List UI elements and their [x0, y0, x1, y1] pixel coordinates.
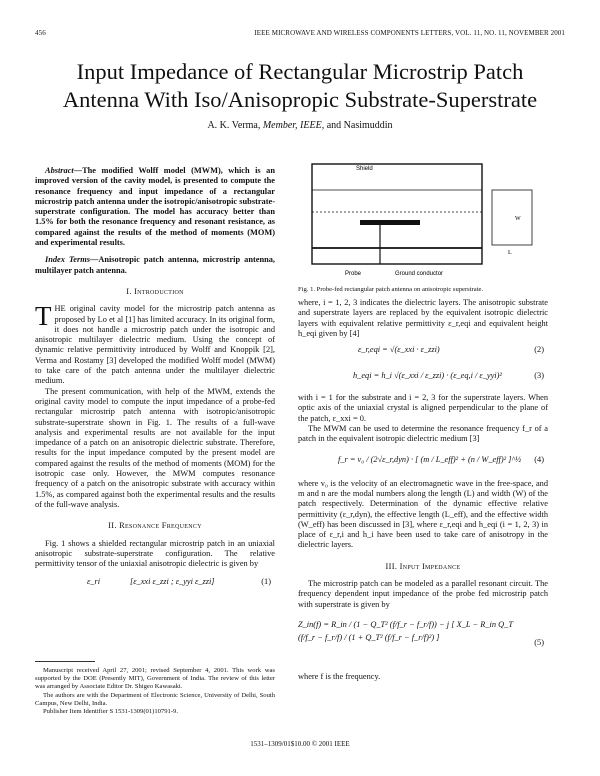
section-heading-resonance: II. Resonance Frequency — [108, 521, 202, 531]
footnote-3: Publisher Item Identifier S 1531-1309(01)10791-9. — [43, 708, 178, 716]
drop-cap: T — [35, 301, 52, 332]
equation-3-body: h_eqi = h_i √(ε_xxi / ε_zzi) · (ε_eq,i / ε_yyi)² — [353, 371, 502, 381]
equation-2 — [298, 339, 548, 363]
title-line-1: Input Impedance of Rectangular Microstrip Patch — [76, 59, 524, 84]
author-1-role: Member, IEEE, — [262, 120, 325, 131]
right-paragraph-2: with i = 1 for the substrate and i = 2, 3 for the superstrate layers. When optic axis of the uniaxial crystal is aligned perpendicular to the plane of the patch, ε_xxi = 0. — [298, 393, 548, 423]
footnote-2: The authors are with the Department of Electronic Science, University of Delhi, South Campus, New Delhi, India. — [35, 691, 275, 707]
label-w: W — [515, 216, 521, 222]
abstract-label: Abstract— — [45, 166, 83, 175]
label-probe: Probe — [345, 271, 362, 277]
figure-1-caption: Fig. 1. Probe-fed rectangular patch antenna on anisotropic superstrate. — [298, 286, 484, 293]
equation-2-number: (2) — [534, 345, 544, 355]
journal-header: IEEE MICROWAVE AND WIRELESS COMPONENTS LETTERS, VOL. 11, NO. 11, NOVEMBER 2001 — [254, 29, 565, 37]
patch-top-view — [492, 190, 532, 245]
footnotes — [35, 667, 275, 716]
equation-3-number: (3) — [534, 371, 544, 381]
label-shield: Shield — [356, 166, 373, 172]
copyright-line: 1531–1309/01$10.00 © 2001 IEEE — [250, 740, 350, 748]
equation-5-body: Z_in(f) = R_in / (1 − Q_T² (f/f_r − f_r/f)) − j [ X_L − R_in Q_T (f/f_r − f_r/f) / (1 + Q_T² (f/f_r − f_r/f)²) ] — [298, 619, 513, 642]
abstract — [35, 166, 275, 248]
title-line-2: Antenna With Iso/Anisopropic Substrate-Superstrate — [62, 87, 538, 112]
equation-1-lhs: ε_ri — [87, 577, 101, 587]
label-l: L — [508, 250, 512, 256]
index-terms — [35, 255, 275, 276]
section-heading-intro: I. Introduction — [126, 286, 184, 296]
equation-5 — [298, 610, 548, 672]
section-heading-impedance: III. Input Impedance — [385, 561, 461, 571]
index-terms-text: Anisotropic patch antenna, microstrip antenna, multilayer patch antenna. — [35, 255, 275, 275]
equation-1-number: (1) — [261, 577, 271, 587]
running-header — [35, 29, 565, 41]
resonance-paragraph-1: Fig. 1 shows a shielded rectangular microstrip patch in an uniaxial anisotropic substrate-superstrate configuration. The relative permittivity tensor of the uniaxial anisotropic dielectric is given by — [35, 538, 275, 569]
right-paragraph-3: The MWM can be used to determine the resonance frequency f_r of a patch in the equivalent isotropic dielectric medium [3] — [298, 424, 548, 444]
equation-1 — [35, 569, 275, 599]
footnote-rule — [35, 661, 95, 662]
author-1: A. K. Verma, — [207, 120, 261, 131]
intro-paragraph-1 — [35, 301, 275, 386]
label-ground: Ground conductor — [395, 271, 444, 277]
page-number: 456 — [35, 29, 46, 37]
patch — [360, 220, 420, 225]
equation-4 — [298, 445, 548, 479]
right-paragraph-1: where, i = 1, 2, 3 indicates the dielectric layers. The anisotropic substrate and superstrate layers are replaced by the equivalent isotropic dielectric layers with equivalent relative permittivity ε_r,eqi and equivalent height h_eqi given by [4] — [298, 298, 548, 338]
equation-3 — [298, 363, 548, 393]
equation-4-body: f_r = v₀ / (2√ε_r,dyn) · [ (m / L_eff)² + (n / W_eff)² ]^½ — [338, 454, 522, 464]
author-and: and — [326, 120, 342, 131]
paper-title — [20, 58, 580, 114]
shield-box — [312, 164, 482, 264]
equation-4-number: (4) — [534, 454, 544, 464]
right-paragraph-5: The microstrip patch can be modeled as a parallel resonant circuit. The frequency dependent input impedance of the probe fed microstrip patch with superstrate is given by — [298, 579, 548, 609]
right-paragraph-4: where v₀ is the velocity of an electromagnetic wave in the free-space, and m and n are the modal numbers along the length (L) and width (W) of the patch respectively. Determination of the dynamic effective relative permittivity (ε_r,dyn), the effective length (L_eff), and the effective width (W_eff) has been discussed in [3], where ε_r,eqi and h_eqi (i = 1, 2, 3) in place of ε_r,i and h_i have been used to take care of anisotropy in the dielectric layers. — [298, 478, 548, 550]
author-line — [0, 120, 600, 131]
right-paragraph-6: where f is the frequency. — [298, 671, 381, 681]
intro-text-1: HE original cavity model for the microstrip patch antenna as proposed by Lo et al [1] has limited accuracy. In its original form, it does not handle a microstrip patch under the isotropic and anisotropic multilayer dielectric medium. Using the concept of dynamic relative permittivity introduced by Wolff and Knoppik [2], Verma and Rostamy [3] developed the modified Wolff model (MWM) to take care of the patch antenna under the multilayer dielectric medium. — [35, 304, 275, 386]
abstract-text: The modified Wolff model (MWM), which is an improved version of the cavity model, is presented to compute the resonance frequency and input impedance of a rectangular microstrip patch antenna under the isotropic/anisotropic substrate-superstrate configuration. The model has accuracy better than 1.5% for both the resonance frequency and resonant resistance, as compared against the results of the method of moments (MOM) and experimental results. — [35, 166, 275, 248]
author-2: Nasimuddin — [343, 120, 393, 131]
footnote-1: Manuscript received April 27, 2001; revised September 4, 2001. This work was supported by the DOE (Presently MIT), Government of India. The review of this letter was arranged by Associate Editor Dr. Shigeo Kawasaki. — [35, 667, 275, 691]
index-terms-label: Index Terms— — [45, 255, 99, 265]
intro-paragraph-2: The present communication, with help of the MWM, extends the original cavity model to compute the input impedance of a probe-fed rectangular microstrip patch antenna with isotropic/anisotropic substrate-superstrate shown in Fig. 1. The results of a full-wave analysis and experimental results are not available for the input impedance of a patch on an anisotropic dielectric substrate. Therefore, results for the input impedance computed by the present model are compared against the results of the method of moments (MOM) for the isotropic case only. However, the MWM computes resonance frequency of a patch on the anisotropic substrate with accuracy within 1.5%, as compared against both the experimental results and the results of the full-wave analysis. — [35, 386, 275, 509]
right-column — [298, 298, 548, 682]
left-column — [35, 166, 275, 599]
equation-1-rhs: [ε_xxi ε_zzi ; ε_yyi ε_zzi] — [130, 577, 215, 587]
figure-1-diagram — [300, 160, 545, 285]
equation-5-number: (5) — [534, 637, 544, 647]
equation-2-body: ε_r,eqi = √(ε_xxi · ε_zzi) — [358, 345, 440, 355]
